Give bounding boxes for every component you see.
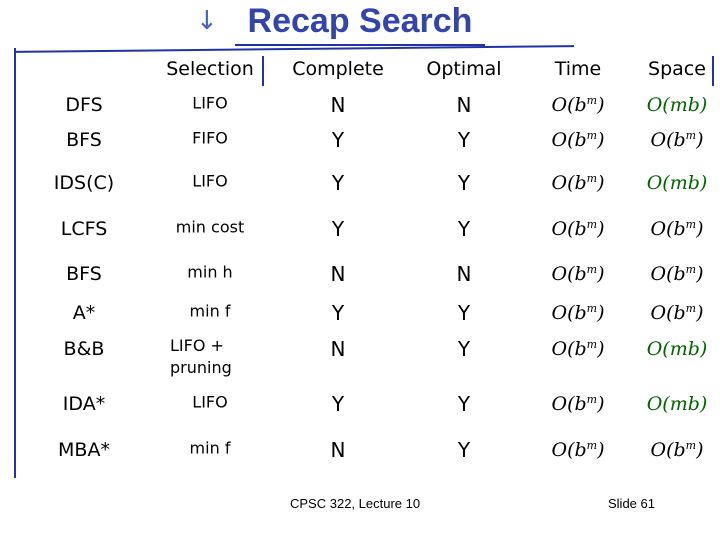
optimal-value: Y <box>457 301 471 325</box>
optimal-value: Y <box>457 337 471 361</box>
optimal-value: Y <box>457 438 471 462</box>
footer-slide-number: Slide 61 <box>608 496 655 511</box>
column-header-optimal: Optimal <box>426 58 502 80</box>
row-label: A* <box>72 302 96 324</box>
complete-value: N <box>330 93 346 117</box>
space-complexity: O(mb) <box>646 338 708 360</box>
column-header-complete: Complete <box>292 58 384 80</box>
selection-value: LIFO <box>192 392 228 412</box>
optimal-value: Y <box>457 392 471 416</box>
complete-value: Y <box>331 128 345 152</box>
row-label: DFS <box>65 94 103 116</box>
time-complexity: $O(b^m)$ <box>551 392 605 416</box>
row-label: BFS <box>66 263 102 285</box>
time-complexity: $O(b^m)$ <box>551 337 605 361</box>
complete-value: N <box>330 438 346 462</box>
optimal-value: N <box>456 93 472 117</box>
row-label: IDA* <box>62 393 106 415</box>
optimal-value: Y <box>457 128 471 152</box>
complete-value: Y <box>331 392 345 416</box>
ink-line-top <box>14 45 574 53</box>
space-complexity: $O(b^m)$ <box>650 438 704 462</box>
selection-value: min cost <box>175 217 245 237</box>
time-complexity: $O(b^m)$ <box>551 262 605 286</box>
optimal-value: N <box>456 262 472 286</box>
selection-value: LIFO <box>192 93 228 113</box>
space-complexity: $O(b^m)$ <box>650 128 704 152</box>
selection-value: FIFO <box>192 128 228 148</box>
time-complexity: $O(b^m)$ <box>551 301 605 325</box>
time-complexity: $O(b^m)$ <box>551 171 605 195</box>
footer-course: CPSC 322, Lecture 10 <box>290 496 421 511</box>
ink-line-left <box>14 48 16 478</box>
optimal-value: Y <box>457 171 471 195</box>
row-label: IDS(C) <box>53 172 115 194</box>
space-complexity: O(mb) <box>646 172 708 194</box>
space-complexity: O(mb) <box>646 393 708 415</box>
column-header-selection: Selection <box>166 58 254 80</box>
selection-value: min f <box>189 438 231 458</box>
complete-value: Y <box>331 171 345 195</box>
selection-value: min f <box>189 301 231 321</box>
row-label: B&B <box>63 338 105 360</box>
space-complexity: $O(b^m)$ <box>650 217 704 241</box>
column-header-space: Space <box>648 58 706 80</box>
row-label: BFS <box>66 129 102 151</box>
row-label: MBA* <box>58 439 110 461</box>
space-complexity: $O(b^m)$ <box>650 301 704 325</box>
selection-value: min h <box>187 262 233 282</box>
ink-bracket-selection <box>262 56 264 86</box>
time-complexity: $O(b^m)$ <box>551 93 605 117</box>
time-complexity: $O(b^m)$ <box>551 217 605 241</box>
complete-value: Y <box>331 301 345 325</box>
selection-value: LIFO + pruning <box>170 336 232 377</box>
space-complexity: $O(b^m)$ <box>650 262 704 286</box>
optimal-value: Y <box>457 217 471 241</box>
row-label: LCFS <box>60 218 108 240</box>
slide-title: Recap Search <box>247 2 473 40</box>
time-complexity: $O(b^m)$ <box>551 438 605 462</box>
time-complexity: $O(b^m)$ <box>551 128 605 152</box>
space-complexity: O(mb) <box>646 94 708 116</box>
ink-underline-title <box>235 44 485 46</box>
complete-value: Y <box>331 217 345 241</box>
complete-value: N <box>330 337 346 361</box>
column-header-time: Time <box>554 58 602 80</box>
selection-value: LIFO <box>192 171 228 191</box>
complete-value: N <box>330 262 346 286</box>
handwritten-arrow-icon: ↓ <box>196 6 218 36</box>
ink-bracket-space <box>712 56 714 86</box>
